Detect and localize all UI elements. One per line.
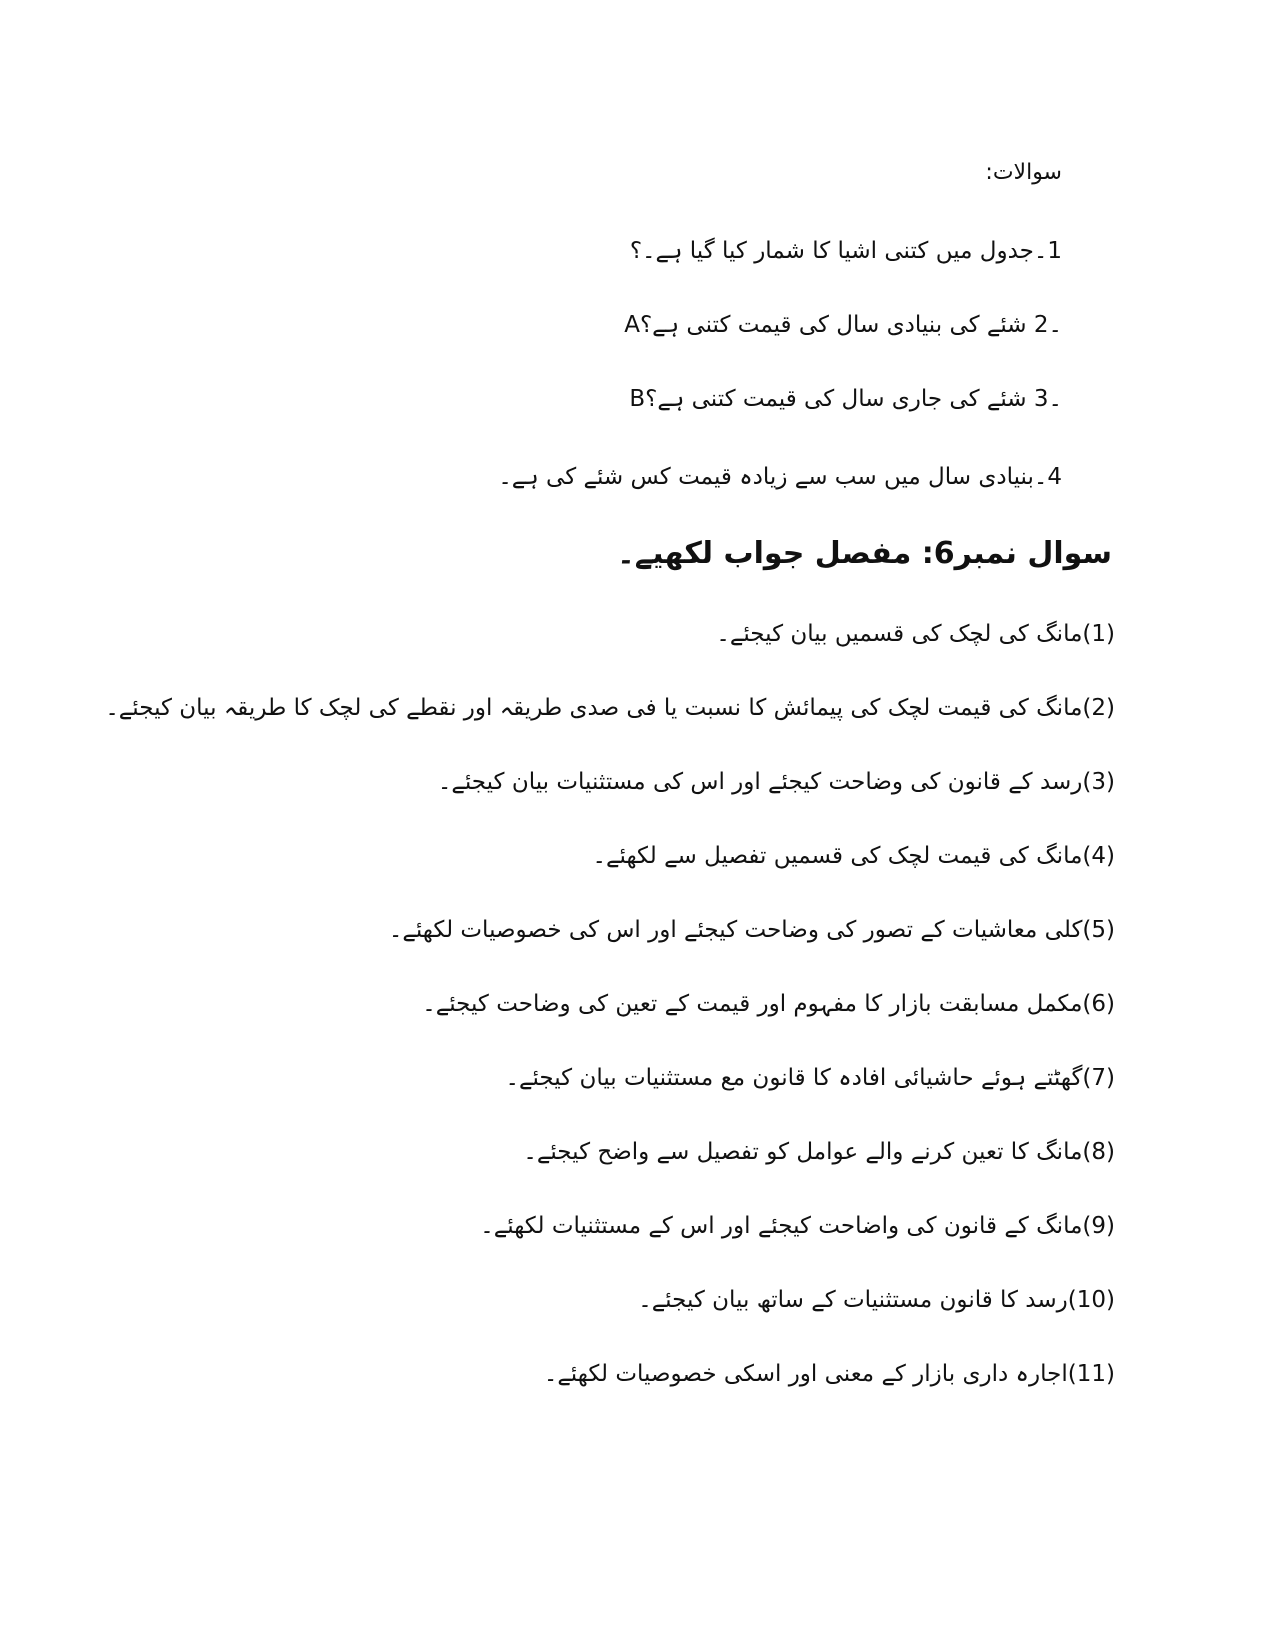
long-question-item: (7)گھٹتے ہوئے حاشیائی افادہ کا قانون مع مستثنیات بیان کیجئے۔ — [505, 1065, 1115, 1091]
long-question-item: (4)مانگ کی قیمت لچک کی قسمیں تفصیل سے لکھئے۔ — [592, 843, 1115, 869]
long-question-item: (3)رسد کے قانون کی وضاحت کیجئے اور اس کی مستثنیات بیان کیجئے۔ — [437, 769, 1115, 795]
main-heading: سوال نمبر6: مفصل جواب لکھیے۔ — [617, 536, 1112, 571]
long-question-item: (2)مانگ کی قیمت لچک کی پیمائش کا نسبت یا فی صدی طریقہ اور نقطے کی لچک کا طریقہ بیان کیجئے۔ — [105, 695, 1115, 721]
long-question-item: (11)اجارہ داری بازار کے معنی اور اسکی خصوصیات لکھئے۔ — [543, 1361, 1115, 1387]
long-question-item: (5)کلی معاشیات کے تصور کی وضاحت کیجئے اور اس کی خصوصیات لکھئے۔ — [388, 917, 1115, 943]
question-item: 4۔بنیادی سال میں سب سے زیادہ قیمت کس شئے کی ہے۔ — [498, 464, 1062, 490]
question-item: B۔3 شئے کی جاری سال کی قیمت کتنی ہے؟ — [629, 386, 1062, 412]
long-question-item: (9)مانگ کے قانون کی واضاحت کیجئے اور اس کے مستثنیات لکھئے۔ — [480, 1213, 1115, 1239]
long-question-item: (10)رسد کا قانون مستثنیات کے ساتھ بیان کیجئے۔ — [638, 1287, 1115, 1313]
question-item: 1۔جدول میں کتنی اشیا کا شمار کیا گیا ہے۔؟ — [629, 238, 1062, 264]
long-question-item: (6)مکمل مسابقت بازار کا مفہوم اور قیمت کے تعین کی وضاحت کیجئے۔ — [422, 991, 1115, 1017]
section-heading: سوالات: — [985, 160, 1062, 185]
long-question-item: (1)مانگ کی لچک کی قسمیں بیان کیجئے۔ — [716, 621, 1115, 647]
question-item: A۔2 شئے کی بنیادی سال کی قیمت کتنی ہے؟ — [624, 312, 1062, 338]
long-question-item: (8)مانگ کا تعین کرنے والے عوامل کو تفصیل سے واضح کیجئے۔ — [523, 1139, 1115, 1165]
